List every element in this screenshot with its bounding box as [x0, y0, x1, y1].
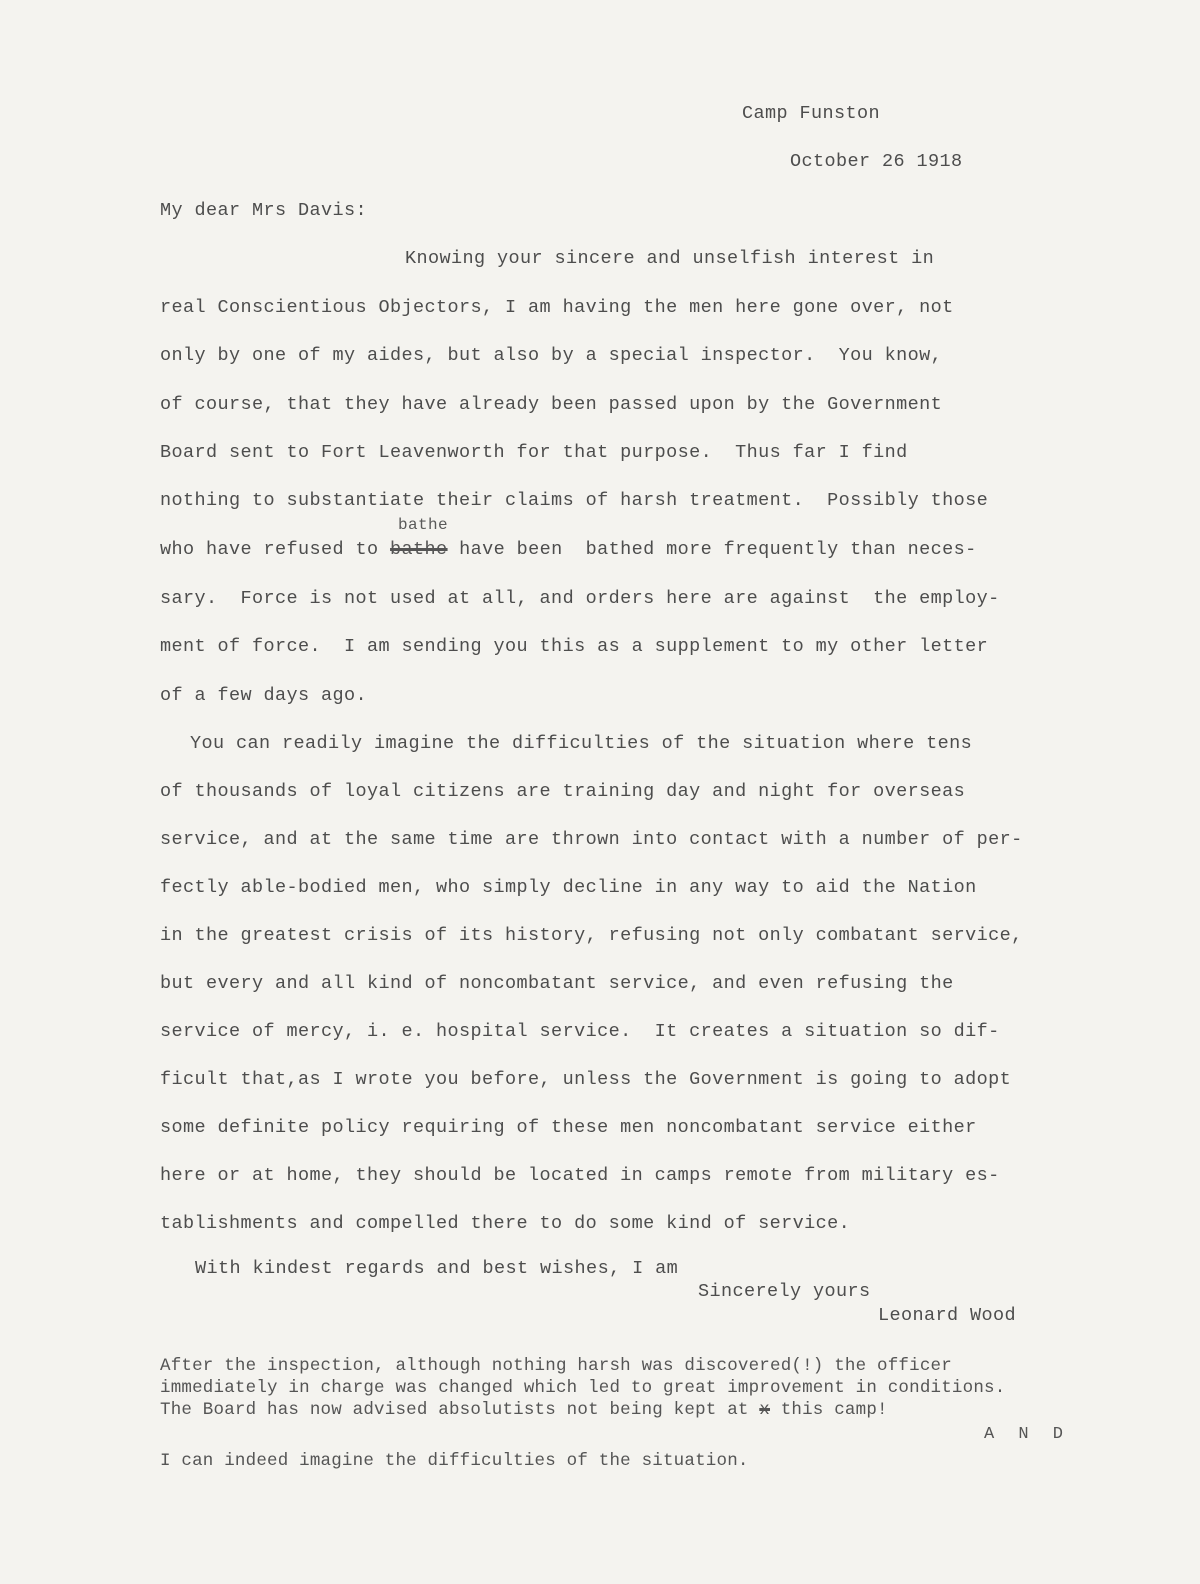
body-line: in the greatest crisis of its history, refusing not only combatant service, [160, 925, 1023, 946]
body-line: of thousands of loyal citizens are training day and night for overseas [160, 781, 966, 802]
body-line: Knowing your sincere and unselfish interest in [405, 248, 935, 269]
postscript-line: immediately in charge was changed which led to great improvement in conditions. [160, 1378, 1006, 1398]
body-line: ment of force. I am sending you this as a supplement to my other letter [160, 636, 989, 657]
body-line: real Conscientious Objectors, I am having the men here gone over, not [160, 297, 954, 318]
struck-word: bathe [390, 539, 448, 560]
body-line: but every and all kind of noncombatant service, and even refusing the [160, 973, 954, 994]
struck-char: x [759, 1400, 770, 1420]
handwritten-insertion: bathe [398, 516, 449, 534]
initials: A N D [984, 1425, 1071, 1444]
body-line: sary. Force is not used at all, and orders here are against the employ- [160, 588, 1000, 609]
body-line: service, and at the same time are thrown into contact with a number of per- [160, 829, 1023, 850]
body-line: of a few days ago. [160, 685, 368, 706]
closing: With kindest regards and best wishes, I am [195, 1258, 679, 1279]
body-line: fectly able-bodied men, who simply decline in any way to aid the Nation [160, 877, 977, 898]
valediction: Sincerely yours [698, 1281, 871, 1302]
postscript-text: The Board has now advised absolutists not being kept at [160, 1400, 760, 1420]
body-line [160, 539, 977, 561]
body-line: nothing to substantiate their claims of harsh treatment. Possibly those [160, 490, 989, 511]
postscript-text: this camp! [770, 1400, 888, 1420]
postscript-final-line: I can indeed imagine the difficulties of the situation. [160, 1451, 749, 1471]
body-line: ficult that,as I wrote you before, unless the Government is going to adopt [160, 1069, 1012, 1090]
letter-place: Camp Funston [742, 103, 881, 124]
body-line: some definite policy requiring of these men noncombatant service either [160, 1117, 977, 1138]
body-line: tablishments and compelled there to do some kind of service. [160, 1213, 851, 1234]
body-line: Board sent to Fort Leavenworth for that purpose. Thus far I find [160, 442, 908, 463]
body-text: who have refused to [160, 539, 391, 560]
letter-date: October 26 1918 [790, 151, 963, 172]
signature: Leonard Wood [878, 1305, 1017, 1326]
body-line: of course, that they have already been passed upon by the Government [160, 394, 943, 415]
body-line: You can readily imagine the difficulties of the situation where tens [190, 733, 973, 754]
body-line: service of mercy, i. e. hospital service. It creates a situation so dif- [160, 1021, 1000, 1042]
postscript-line [160, 1399, 888, 1421]
salutation: My dear Mrs Davis: [160, 200, 368, 221]
postscript-line: After the inspection, although nothing harsh was discovered(!) the officer [160, 1356, 952, 1376]
body-line: here or at home, they should be located in camps remote from military es- [160, 1165, 1000, 1186]
body-text: have been bathed more frequently than neces- [447, 539, 977, 560]
body-line: only by one of my aides, but also by a special inspector. You know, [160, 345, 943, 366]
